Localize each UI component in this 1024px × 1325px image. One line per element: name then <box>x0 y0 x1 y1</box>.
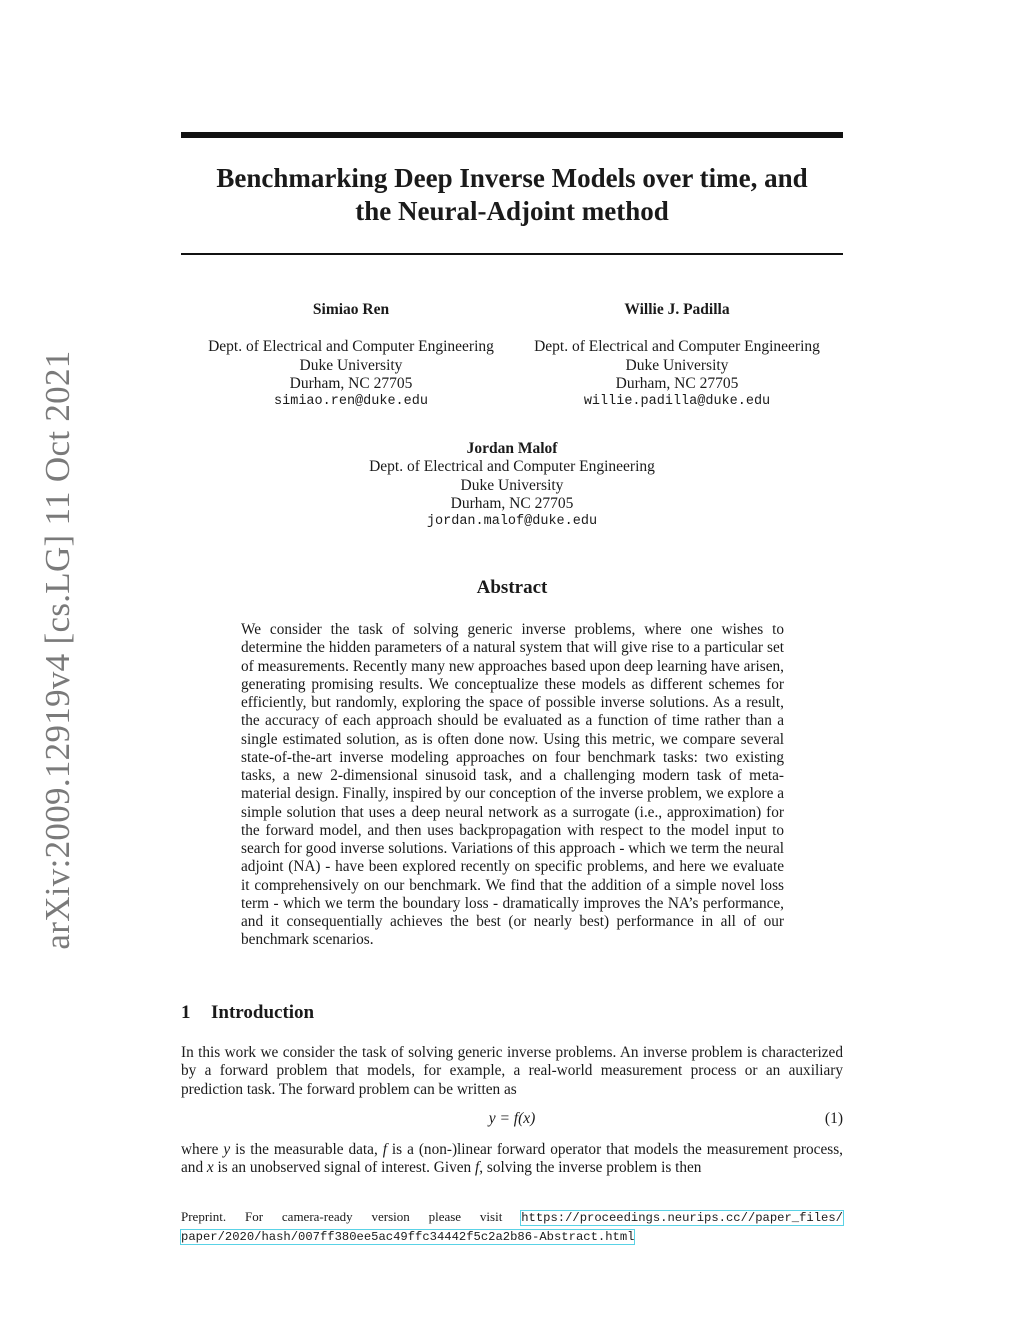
math-var: x <box>206 1159 214 1177</box>
author-dept: Dept. of Electrical and Computer Engineering <box>534 338 820 356</box>
author-name: Jordan Malof <box>466 440 558 457</box>
section-title: Introduction <box>211 1002 315 1023</box>
author-university: Duke University <box>299 356 403 374</box>
section-heading <box>181 1002 314 1024</box>
section-number: 1 <box>181 1002 191 1023</box>
text-run: is a (non-)linear forward operator that models the measurement process, and <box>181 1141 843 1177</box>
text-run: is an unobserved signal of interest. Given <box>213 1159 475 1177</box>
footnote-link-line1[interactable]: https://proceedings.neurips.cc//paper_files/ <box>521 1211 843 1225</box>
text-run: where <box>181 1141 224 1158</box>
author-university: Duke University <box>625 356 729 374</box>
paper-title-line1: Benchmarking Deep Inverse Models over time, and <box>216 163 808 193</box>
footnote <box>181 1208 843 1246</box>
author-name: Simiao Ren <box>312 301 390 318</box>
author-university: Duke University <box>460 476 564 494</box>
author-email[interactable]: simiao.ren@duke.edu <box>274 394 428 410</box>
author-email[interactable]: willie.padilla@duke.edu <box>583 394 771 410</box>
title-bottom-rule <box>181 253 843 255</box>
equation-1 <box>181 1110 843 1130</box>
title-top-rule <box>181 132 843 138</box>
author-email[interactable]: jordan.malof@duke.edu <box>426 514 598 530</box>
paper-title-line2: the Neural-Adjoint method <box>355 196 669 226</box>
author-city: Durham, NC 27705 <box>450 494 574 512</box>
paper-title <box>181 162 843 228</box>
author-block-3 <box>342 440 682 531</box>
equation-body: y = f(x) <box>488 1110 536 1127</box>
math-var: y <box>223 1141 231 1158</box>
intro-paragraph-1: In this work we consider the task of solving generic inverse problems. An inverse problem is characterized by a forward problem that models, for example, a real-world measurement process or an auxiliary prediction task. The forward problem can be written as <box>181 1044 843 1098</box>
author-block-1 <box>181 301 521 411</box>
intro-paragraph-2 <box>181 1141 843 1178</box>
author-city: Durham, NC 27705 <box>289 374 413 392</box>
footnote-link-line2[interactable]: paper/2020/hash/007ff380ee5ac49ffc34442f5c2a2b86-Abstract.html <box>181 1230 635 1244</box>
author-block-2 <box>507 301 847 411</box>
math-var: f <box>474 1159 480 1177</box>
text-run: , solving the inverse problem is then <box>479 1159 702 1177</box>
footnote-prefix: Preprint. For camera-ready version please visit <box>181 1209 522 1224</box>
author-dept: Dept. of Electrical and Computer Engineering <box>369 458 655 476</box>
math-var: f <box>382 1141 387 1158</box>
author-city: Durham, NC 27705 <box>615 374 739 392</box>
text-run: is the measurable data, <box>230 1141 383 1158</box>
author-dept: Dept. of Electrical and Computer Engineering <box>208 338 494 356</box>
author-name: Willie J. Padilla <box>624 301 730 318</box>
arxiv-stamp-text: arXiv:2009.12919v4 [cs.LG] 11 Oct 2021 <box>38 350 77 950</box>
abstract-text: We consider the task of solving generic inverse problems, where one wishes to determine the hidden parameters of a natural system that will give rise to a particular set of measurements. Recently many new approaches based upon deep learning have arisen, generating promising results. We conceptualize these models as different schemes for efficiently, but randomly, exploring the space of possible inverse solutions. As a result, the accuracy of each approach should be evaluated as a function of time rather than a single estimated solution, as is often done now. Using this metric, we compare several state-of-the-art inverse modeling approaches on four benchmark tasks: two existing tasks, a new 2-dimensional sinusoid task, and a challenging modern task of meta-material design. Finally, inspired by our conception of the inverse problem, we explore a simple solution that uses a deep neural network as a surrogate (i.e., approximation) for the forward model, and then uses backpropagation with respect to the model input to search for good inverse solutions. Variations of this approach - which we term the neural adjoint (NA) - have been explored recently on specific problems, and here we evaluate it comprehensively on our benchmark. We find that the addition of a simple novel loss term - which we term the boundary loss - dramatically improves the NA’s performance, and it consequentially achieves the best (or nearly best) performance in all of our benchmark scenarios. <box>241 621 784 949</box>
abstract-heading: Abstract <box>476 577 548 598</box>
equation-number: (1) <box>824 1110 843 1127</box>
